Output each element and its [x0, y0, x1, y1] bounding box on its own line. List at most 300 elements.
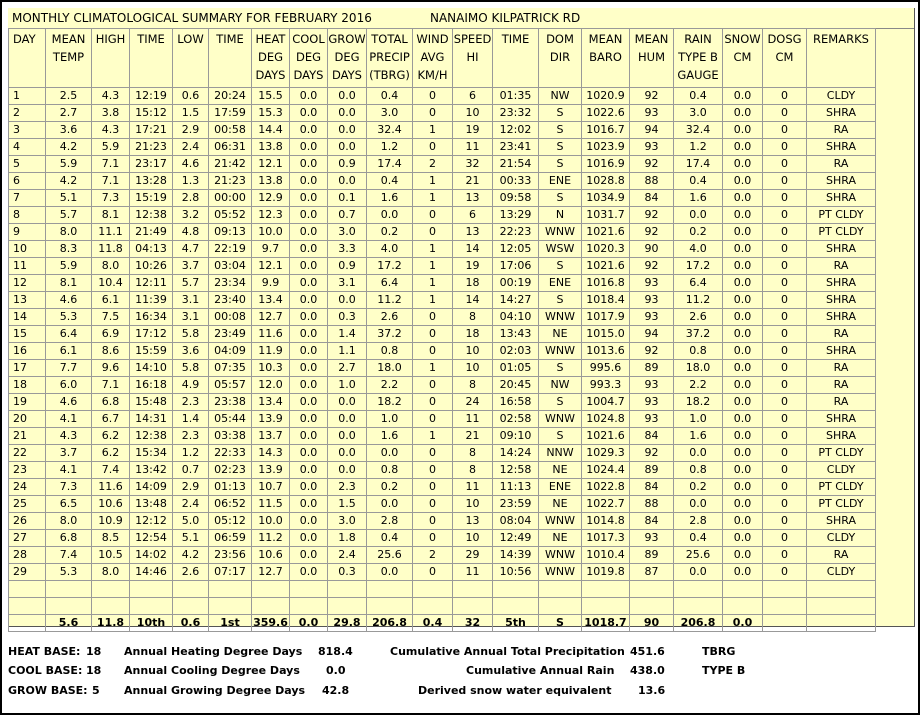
cum-precip-label: Cumulative Annual Total Precipitation — [390, 645, 625, 658]
cell-cool-deg-days: 0.0 — [290, 122, 328, 139]
cell-wind-avg-km-h: 1 — [413, 122, 453, 139]
cell-remarks: SHRA — [807, 428, 876, 445]
cell-speed-hi: 6 — [453, 88, 493, 105]
cell-time: 13:28 — [130, 173, 173, 190]
cell-remarks: RA — [807, 156, 876, 173]
column-header-cool-deg-days — [290, 29, 328, 88]
cell-wind-avg-km-h: 0 — [413, 479, 453, 496]
cell-time: 12:12 — [130, 513, 173, 530]
cell-mean-hum: 93 — [630, 139, 674, 156]
cell-remarks: RA — [807, 394, 876, 411]
cell-day: 18 — [9, 377, 46, 394]
cell-speed-hi: 29 — [453, 547, 493, 564]
heat-base-value: 18 — [86, 645, 102, 658]
table-row — [9, 547, 876, 564]
cell-mean-baro: 1015.0 — [582, 326, 630, 343]
table-row — [9, 224, 876, 241]
cell-mean-temp: 4.2 — [46, 139, 92, 156]
cell-mean-baro: 1029.3 — [582, 445, 630, 462]
column-header-line: DAY — [13, 32, 36, 46]
cell-grow-deg-days: 0.0 — [328, 411, 367, 428]
column-header-line: DEG — [257, 50, 284, 64]
cell-grow-deg-days: 3.0 — [328, 224, 367, 241]
cell-cool-deg-days: 0.0 — [290, 462, 328, 479]
cell-time: 09:13 — [209, 224, 252, 241]
table-row — [9, 190, 876, 207]
cell-speed-hi: 21 — [453, 428, 493, 445]
annual-heating-value: 818.4 — [318, 645, 353, 658]
cell-remarks: RA — [807, 122, 876, 139]
column-header-line: DAYS — [255, 68, 286, 82]
cell-day: 11 — [9, 258, 46, 275]
cell-day: 16 — [9, 343, 46, 360]
cell-dom-dir: WNW — [539, 564, 582, 581]
cell-wind-avg-km-h: 0 — [413, 462, 453, 479]
cell-grow-deg-days: 0.3 — [328, 564, 367, 581]
table-header-row — [9, 29, 876, 88]
cell-remarks: RA — [807, 360, 876, 377]
column-header-line: MEAN — [634, 32, 669, 46]
footer-summary — [2, 627, 922, 712]
cell-heat-deg-days: 13.8 — [252, 139, 290, 156]
cell-total-precip-tbrg: 11.2 — [367, 292, 413, 309]
cell-mean-hum: 92 — [630, 207, 674, 224]
cell-cool-deg-days: 0.0 — [290, 258, 328, 275]
cell-time: 15:12 — [130, 105, 173, 122]
column-header-line: DOSG — [767, 32, 802, 46]
cell-speed-hi: 11 — [453, 139, 493, 156]
cell-high: 10.4 — [92, 275, 130, 292]
cell-grow-deg-days: 1.0 — [328, 377, 367, 394]
table-row — [9, 343, 876, 360]
title-row — [8, 8, 914, 29]
table-row — [9, 207, 876, 224]
cell-dom-dir: WNW — [539, 411, 582, 428]
blank-cell — [539, 581, 582, 598]
cell-low: 1.5 — [173, 105, 209, 122]
cell-dom-dir: S — [539, 394, 582, 411]
cell-mean-hum: 84 — [630, 428, 674, 445]
cell-time: 00:19 — [493, 275, 539, 292]
cell-low: 2.3 — [173, 394, 209, 411]
cell-low: 1.3 — [173, 173, 209, 190]
cell-time: 22:23 — [493, 224, 539, 241]
cell-high: 7.1 — [92, 156, 130, 173]
cell-speed-hi: 13 — [453, 224, 493, 241]
cell-high: 11.6 — [92, 479, 130, 496]
cell-wind-avg-km-h: 0 — [413, 224, 453, 241]
table-row — [9, 377, 876, 394]
cell-cool-deg-days: 0.0 — [290, 326, 328, 343]
annual-growing-label: Annual Growing Degree Days — [124, 684, 306, 697]
cell-mean-baro: 1017.9 — [582, 309, 630, 326]
cell-low: 2.4 — [173, 139, 209, 156]
cell-wind-avg-km-h: 0 — [413, 377, 453, 394]
cell-day: 3 — [9, 122, 46, 139]
column-header-line: RAIN — [684, 32, 712, 46]
cell-dom-dir: NW — [539, 377, 582, 394]
table-row — [9, 564, 876, 581]
cell-mean-baro: 1014.8 — [582, 513, 630, 530]
cell-grow-deg-days: 2.7 — [328, 360, 367, 377]
total-low: 0.6 — [173, 615, 209, 632]
cell-time: 23:40 — [209, 292, 252, 309]
column-header-line: MEAN — [588, 32, 623, 46]
cell-dosg-cm: 0 — [763, 428, 807, 445]
cell-grow-deg-days: 3.0 — [328, 513, 367, 530]
cell-high: 5.9 — [92, 139, 130, 156]
cell-snow-cm: 0.0 — [723, 275, 763, 292]
cell-high: 7.5 — [92, 309, 130, 326]
cell-time: 13:43 — [493, 326, 539, 343]
cell-dom-dir: ENE — [539, 173, 582, 190]
column-header-wind-avg-km-h — [413, 29, 453, 88]
cell-wind-avg-km-h: 1 — [413, 360, 453, 377]
table-row — [9, 428, 876, 445]
cell-mean-hum: 92 — [630, 156, 674, 173]
cell-time: 08:04 — [493, 513, 539, 530]
cell-mean-hum: 92 — [630, 343, 674, 360]
cell-cool-deg-days: 0.0 — [290, 88, 328, 105]
blank-cell — [453, 598, 493, 615]
cell-mean-hum: 94 — [630, 326, 674, 343]
cell-rain-type-b-gauge: 0.0 — [674, 445, 723, 462]
blank-cell — [674, 581, 723, 598]
cell-heat-deg-days: 12.3 — [252, 207, 290, 224]
cell-dosg-cm: 0 — [763, 122, 807, 139]
cell-high: 8.1 — [92, 207, 130, 224]
cell-cool-deg-days: 0.0 — [290, 207, 328, 224]
cell-speed-hi: 19 — [453, 122, 493, 139]
cell-rain-type-b-gauge: 11.2 — [674, 292, 723, 309]
cell-high: 6.7 — [92, 411, 130, 428]
cell-mean-hum: 93 — [630, 275, 674, 292]
cell-cool-deg-days: 0.0 — [290, 564, 328, 581]
cell-wind-avg-km-h: 2 — [413, 547, 453, 564]
cell-wind-avg-km-h: 2 — [413, 156, 453, 173]
cell-time: 14:09 — [130, 479, 173, 496]
column-header-line: KM/H — [417, 68, 448, 82]
cell-mean-temp: 4.2 — [46, 173, 92, 190]
cell-wind-avg-km-h: 0 — [413, 326, 453, 343]
cell-dom-dir: S — [539, 428, 582, 445]
cell-rain-type-b-gauge: 1.6 — [674, 428, 723, 445]
cell-grow-deg-days: 3.3 — [328, 241, 367, 258]
cell-time: 05:57 — [209, 377, 252, 394]
cell-mean-temp: 5.1 — [46, 190, 92, 207]
table-row — [9, 411, 876, 428]
cell-cool-deg-days: 0.0 — [290, 173, 328, 190]
cell-cool-deg-days: 0.0 — [290, 479, 328, 496]
cell-remarks: SHRA — [807, 275, 876, 292]
cell-mean-baro: 1013.6 — [582, 343, 630, 360]
cell-time: 20:24 — [209, 88, 252, 105]
cell-day: 14 — [9, 309, 46, 326]
heat-base-label: HEAT BASE: — [8, 645, 81, 658]
cell-wind-avg-km-h: 0 — [413, 105, 453, 122]
cell-mean-hum: 89 — [630, 462, 674, 479]
cell-snow-cm: 0.0 — [723, 445, 763, 462]
cell-grow-deg-days: 1.4 — [328, 326, 367, 343]
column-header-line: DIR — [549, 50, 571, 64]
snow-water-value: 13.6 — [638, 684, 666, 697]
cell-speed-hi: 18 — [453, 326, 493, 343]
table-row — [9, 360, 876, 377]
column-header-day — [9, 29, 46, 88]
cell-rain-type-b-gauge: 0.2 — [674, 224, 723, 241]
table-row — [9, 173, 876, 190]
cum-rain-value: 438.0 — [630, 664, 665, 677]
cell-snow-cm: 0.0 — [723, 513, 763, 530]
cell-remarks: SHRA — [807, 173, 876, 190]
cell-snow-cm: 0.0 — [723, 428, 763, 445]
column-header-line: CM — [775, 50, 794, 64]
cell-cool-deg-days: 0.0 — [290, 394, 328, 411]
cell-low: 4.8 — [173, 224, 209, 241]
cell-dom-dir: S — [539, 190, 582, 207]
cell-total-precip-tbrg: 25.6 — [367, 547, 413, 564]
cell-speed-hi: 13 — [453, 190, 493, 207]
blank-cell — [46, 598, 92, 615]
cell-dom-dir: NE — [539, 326, 582, 343]
cell-dom-dir: S — [539, 360, 582, 377]
cell-day: 5 — [9, 156, 46, 173]
cell-time: 00:00 — [209, 190, 252, 207]
cell-remarks: SHRA — [807, 292, 876, 309]
cell-time: 20:45 — [493, 377, 539, 394]
cell-snow-cm: 0.0 — [723, 496, 763, 513]
cell-low: 5.1 — [173, 530, 209, 547]
cell-mean-baro: 1022.7 — [582, 496, 630, 513]
cell-mean-baro: 1020.9 — [582, 88, 630, 105]
cell-snow-cm: 0.0 — [723, 88, 763, 105]
cell-high: 10.6 — [92, 496, 130, 513]
total-high: 11.8 — [92, 615, 130, 632]
table-row — [9, 309, 876, 326]
column-header-line: DEG — [334, 50, 360, 64]
cell-heat-deg-days: 10.7 — [252, 479, 290, 496]
cell-snow-cm: 0.0 — [723, 156, 763, 173]
cell-mean-baro: 1022.8 — [582, 479, 630, 496]
cell-mean-temp: 8.0 — [46, 513, 92, 530]
cell-heat-deg-days: 10.0 — [252, 513, 290, 530]
cell-rain-type-b-gauge: 2.2 — [674, 377, 723, 394]
cell-mean-baro: 1023.9 — [582, 139, 630, 156]
cell-total-precip-tbrg: 0.8 — [367, 343, 413, 360]
blank-cell — [630, 581, 674, 598]
cell-wind-avg-km-h: 0 — [413, 343, 453, 360]
cell-time: 22:33 — [209, 445, 252, 462]
column-header-line: (TBRG) — [369, 68, 410, 82]
cell-speed-hi: 10 — [453, 496, 493, 513]
cell-mean-temp: 4.1 — [46, 462, 92, 479]
cell-grow-deg-days: 0.9 — [328, 156, 367, 173]
cell-dosg-cm: 0 — [763, 190, 807, 207]
cell-rain-type-b-gauge: 0.4 — [674, 88, 723, 105]
cell-dosg-cm: 0 — [763, 139, 807, 156]
column-header-remarks — [807, 29, 876, 88]
cell-mean-hum: 92 — [630, 258, 674, 275]
cell-time: 12:49 — [493, 530, 539, 547]
cell-grow-deg-days: 0.1 — [328, 190, 367, 207]
cell-speed-hi: 14 — [453, 292, 493, 309]
total-speed-hi: 32 — [453, 615, 493, 632]
cell-cool-deg-days: 0.0 — [290, 275, 328, 292]
cell-low: 3.1 — [173, 309, 209, 326]
cell-time: 23:41 — [493, 139, 539, 156]
cell-time: 21:23 — [209, 173, 252, 190]
column-header-total-precip-tbrg — [367, 29, 413, 88]
blank-cell — [9, 598, 46, 615]
cell-time: 03:38 — [209, 428, 252, 445]
cell-time: 01:13 — [209, 479, 252, 496]
column-header-line: TEMP — [52, 50, 85, 64]
cell-remarks: SHRA — [807, 241, 876, 258]
cell-total-precip-tbrg: 1.2 — [367, 139, 413, 156]
cell-mean-temp: 3.7 — [46, 445, 92, 462]
cell-speed-hi: 10 — [453, 343, 493, 360]
cell-grow-deg-days: 0.0 — [328, 292, 367, 309]
total-time: 5th — [493, 615, 539, 632]
cell-grow-deg-days: 0.0 — [328, 428, 367, 445]
cell-time: 12:11 — [130, 275, 173, 292]
cell-time: 21:54 — [493, 156, 539, 173]
column-header-line: CM — [733, 50, 752, 64]
blank-cell — [763, 581, 807, 598]
cell-high: 7.4 — [92, 462, 130, 479]
column-header-low — [173, 29, 209, 88]
cell-time: 04:10 — [493, 309, 539, 326]
cell-total-precip-tbrg: 0.2 — [367, 224, 413, 241]
cell-dosg-cm: 0 — [763, 275, 807, 292]
blank-cell — [290, 581, 328, 598]
cell-rain-type-b-gauge: 0.4 — [674, 530, 723, 547]
column-header-mean-hum — [630, 29, 674, 88]
cell-time: 16:34 — [130, 309, 173, 326]
cell-total-precip-tbrg: 0.0 — [367, 496, 413, 513]
cell-high: 6.2 — [92, 428, 130, 445]
cell-time: 12:38 — [130, 428, 173, 445]
column-header-time — [209, 29, 252, 88]
cell-speed-hi: 8 — [453, 462, 493, 479]
cell-mean-baro: 1019.8 — [582, 564, 630, 581]
cell-rain-type-b-gauge: 18.2 — [674, 394, 723, 411]
cell-total-precip-tbrg: 0.0 — [367, 564, 413, 581]
cell-day: 12 — [9, 275, 46, 292]
cell-total-precip-tbrg: 3.0 — [367, 105, 413, 122]
cell-time: 07:17 — [209, 564, 252, 581]
cell-heat-deg-days: 11.2 — [252, 530, 290, 547]
cell-total-precip-tbrg: 1.6 — [367, 190, 413, 207]
cell-rain-type-b-gauge: 2.6 — [674, 309, 723, 326]
cell-grow-deg-days: 0.9 — [328, 258, 367, 275]
cell-mean-temp: 7.3 — [46, 479, 92, 496]
cell-time: 05:44 — [209, 411, 252, 428]
blank-cell — [763, 598, 807, 615]
cell-high: 6.1 — [92, 292, 130, 309]
blank-cell — [252, 598, 290, 615]
blank-cell — [252, 581, 290, 598]
column-header-line: DAYS — [332, 68, 362, 82]
cell-grow-deg-days: 1.5 — [328, 496, 367, 513]
cell-heat-deg-days: 10.6 — [252, 547, 290, 564]
table-body — [9, 88, 876, 632]
annual-heating-label: Annual Heating Degree Days — [124, 645, 303, 658]
cell-grow-deg-days: 0.0 — [328, 88, 367, 105]
total-wind-avg-km-h: 0.4 — [413, 615, 453, 632]
column-header-line: SNOW — [724, 32, 761, 46]
cell-remarks: SHRA — [807, 190, 876, 207]
cell-snow-cm: 0.0 — [723, 564, 763, 581]
cell-remarks: PT CLDY — [807, 207, 876, 224]
cell-day: 19 — [9, 394, 46, 411]
cell-time: 10:56 — [493, 564, 539, 581]
column-header-line: HI — [466, 50, 479, 64]
cell-time: 12:38 — [130, 207, 173, 224]
cell-time: 17:59 — [209, 105, 252, 122]
cell-remarks: SHRA — [807, 105, 876, 122]
column-header-line: MEAN — [51, 32, 86, 46]
cell-mean-baro: 1024.4 — [582, 462, 630, 479]
cell-dosg-cm: 0 — [763, 547, 807, 564]
cell-dosg-cm: 0 — [763, 326, 807, 343]
cell-mean-hum: 92 — [630, 445, 674, 462]
cell-remarks: PT CLDY — [807, 224, 876, 241]
cell-grow-deg-days: 0.0 — [328, 139, 367, 156]
total-snow-cm: 0.0 — [723, 615, 763, 632]
cell-dosg-cm: 0 — [763, 411, 807, 428]
cell-mean-temp: 5.7 — [46, 207, 92, 224]
table-row — [9, 275, 876, 292]
cell-dosg-cm: 0 — [763, 292, 807, 309]
cell-total-precip-tbrg: 0.2 — [367, 479, 413, 496]
cum-rain-label: Cumulative Annual Rain — [466, 664, 615, 677]
cell-mean-temp: 4.3 — [46, 428, 92, 445]
cell-mean-baro: 1031.7 — [582, 207, 630, 224]
blank-row — [9, 598, 876, 615]
cell-dom-dir: WSW — [539, 241, 582, 258]
cell-dom-dir: S — [539, 292, 582, 309]
annual-cooling-value: 0.0 — [326, 664, 346, 677]
cell-dosg-cm: 0 — [763, 343, 807, 360]
cell-remarks: RA — [807, 258, 876, 275]
cell-remarks: SHRA — [807, 309, 876, 326]
cell-rain-type-b-gauge: 17.2 — [674, 258, 723, 275]
cell-grow-deg-days: 3.1 — [328, 275, 367, 292]
cell-heat-deg-days: 9.7 — [252, 241, 290, 258]
cell-time: 12:05 — [493, 241, 539, 258]
cell-low: 4.7 — [173, 241, 209, 258]
cell-remarks: SHRA — [807, 513, 876, 530]
cell-snow-cm: 0.0 — [723, 105, 763, 122]
cell-low: 2.8 — [173, 190, 209, 207]
blank-cell — [173, 598, 209, 615]
cell-total-precip-tbrg: 4.0 — [367, 241, 413, 258]
cell-cool-deg-days: 0.0 — [290, 292, 328, 309]
cell-heat-deg-days: 9.9 — [252, 275, 290, 292]
cell-grow-deg-days: 0.0 — [328, 173, 367, 190]
cell-time: 05:12 — [209, 513, 252, 530]
cell-cool-deg-days: 0.0 — [290, 428, 328, 445]
cell-mean-temp: 8.0 — [46, 224, 92, 241]
cell-total-precip-tbrg: 32.4 — [367, 122, 413, 139]
cell-mean-temp: 4.1 — [46, 411, 92, 428]
cell-total-precip-tbrg: 0.0 — [367, 207, 413, 224]
cell-rain-type-b-gauge: 0.4 — [674, 173, 723, 190]
cell-grow-deg-days: 0.0 — [328, 105, 367, 122]
cell-time: 23:34 — [209, 275, 252, 292]
cell-dosg-cm: 0 — [763, 513, 807, 530]
